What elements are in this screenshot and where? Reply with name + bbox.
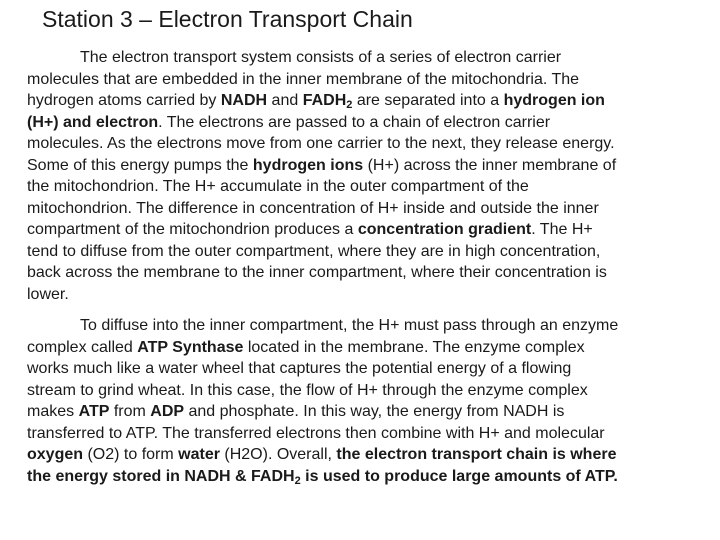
- subscript: 2: [294, 474, 301, 487]
- text-run: (H2O). Overall,: [219, 446, 337, 463]
- text-line: [27, 358, 699, 380]
- bold-term: hydrogen ion: [503, 92, 605, 109]
- subscript: 2: [346, 99, 353, 111]
- slide-title: Station 3 – Electron Transport Chain: [42, 6, 413, 32]
- text-line: [27, 47, 699, 69]
- bold-term: water: [178, 446, 220, 463]
- text-line: [27, 401, 699, 423]
- bold-term: the electron transport chain is where: [336, 446, 617, 463]
- text-run: compartment of the mitochondrion produces a: [27, 221, 358, 238]
- text-run: and phosphate. In this way, the energy from NADH is: [184, 403, 565, 420]
- text-run: Some of this energy pumps the: [27, 156, 253, 174]
- text-run: hydrogen atoms carried by: [27, 92, 221, 109]
- text-line: [27, 262, 699, 284]
- text-run: molecules that are embedded in the inner membrane of the mitochondria. The: [27, 70, 580, 88]
- text-run: the mitochondrion. The H+ accumulate in the outer compartment of the: [27, 178, 529, 195]
- bold-term: FADH: [302, 92, 347, 109]
- text-line: [27, 155, 699, 177]
- text-run: from: [109, 403, 151, 420]
- bold-term: concentration gradient: [357, 221, 532, 238]
- bold-term: ATP: [78, 403, 110, 420]
- text-run: located in the membrane. The enzyme complex: [243, 338, 585, 356]
- text-line: [27, 315, 699, 337]
- text-line: [27, 466, 699, 488]
- text-run: (H+) across the inner membrane of: [363, 156, 617, 174]
- text-run: are separated into a: [352, 92, 504, 109]
- text-line: [27, 241, 699, 263]
- text-line: [27, 284, 699, 306]
- text-run: and: [267, 92, 303, 109]
- text-run: . The electrons are passed to a chain of electron carrier: [158, 113, 551, 131]
- text-run: tend to diffuse from the outer compartment, where they are in high concentration,: [27, 242, 601, 260]
- text-run: stream to grind wheat. In this case, the flow of H+ through the enzyme complex: [27, 381, 588, 399]
- text-run: makes: [27, 403, 79, 420]
- text-line: [27, 90, 699, 112]
- text-run: transferred to ATP. The transferred electrons then combine with H+ and molecular: [27, 424, 605, 442]
- bold-term: the energy stored in NADH & FADH: [27, 467, 295, 485]
- body-text: [27, 47, 699, 487]
- bold-term: ATP Synthase: [137, 338, 244, 356]
- text-line: [27, 198, 699, 220]
- text-line: [27, 112, 699, 134]
- text-line: [27, 176, 699, 198]
- text-run: complex called: [27, 338, 138, 356]
- paragraph-electron-transport: [27, 47, 699, 305]
- text-line: [27, 133, 699, 155]
- text-run: lower.: [27, 285, 69, 303]
- bold-term: oxygen: [27, 446, 84, 463]
- text-run: mitochondrion. The difference in concentration of H+ inside and outside the inner: [27, 199, 599, 217]
- text-line: [27, 423, 699, 445]
- bold-term: ADP: [150, 403, 185, 420]
- text-line: [27, 69, 699, 91]
- text-run: . The H+: [531, 221, 593, 238]
- text-run: (O2) to form: [83, 446, 179, 463]
- text-run: To diffuse into the inner compartment, the H+ must pass through an enzyme: [80, 317, 619, 334]
- text-run: The electron transport system consists of a series of electron carrier: [80, 49, 562, 66]
- text-line: [27, 444, 699, 466]
- bold-term: (H+) and electron: [27, 113, 159, 131]
- bold-term: hydrogen ions: [252, 156, 364, 174]
- text-line: [27, 219, 699, 241]
- paragraph-atp-synthase: [27, 315, 699, 487]
- text-run: works much like a water wheel that captures the potential energy of a flowing: [27, 360, 572, 377]
- text-line: [27, 380, 699, 402]
- text-run: back across the membrane to the inner compartment, where their concentration is: [27, 264, 607, 281]
- bold-term: is used to produce large amounts of ATP.: [300, 467, 618, 485]
- text-run: molecules. As the electrons move from one carrier to the next, they release energy.: [27, 135, 615, 152]
- bold-term: NADH: [220, 92, 268, 109]
- text-line: [27, 337, 699, 359]
